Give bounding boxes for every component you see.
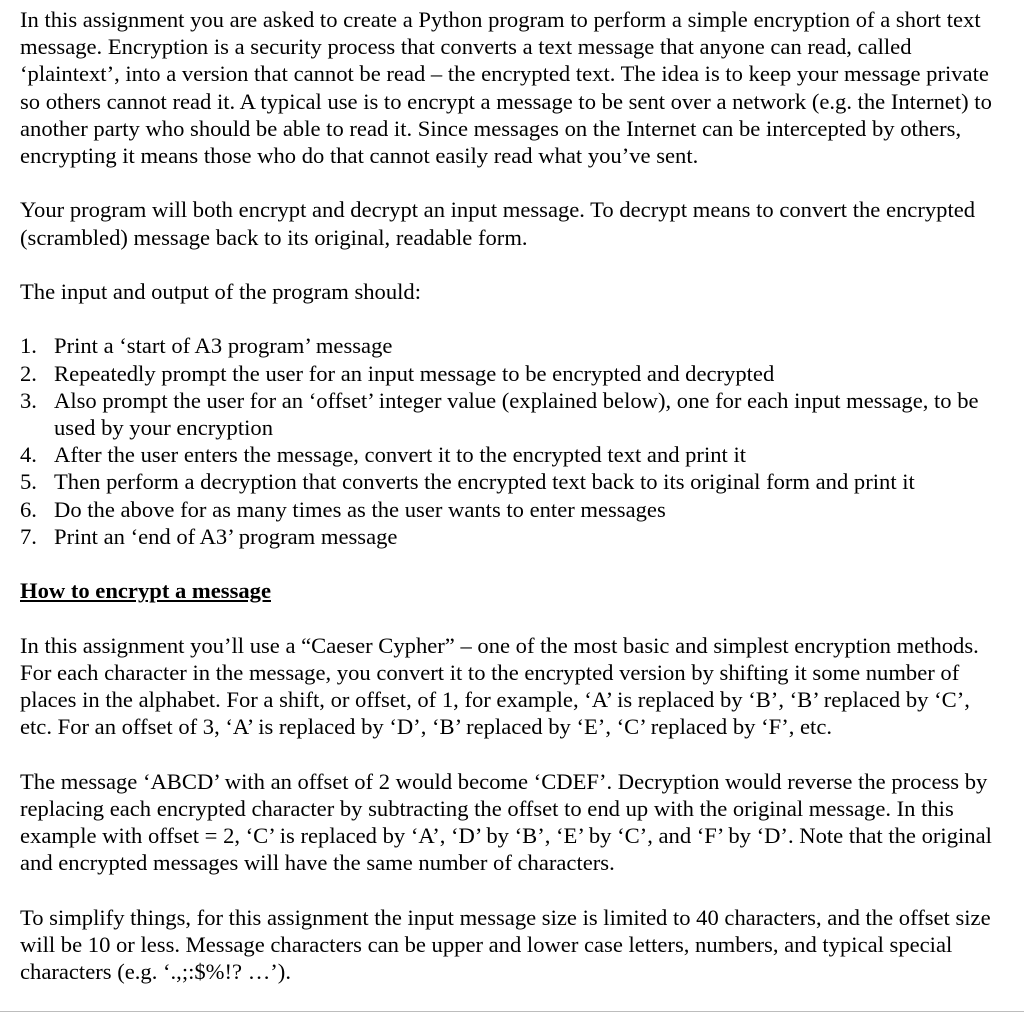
list-item — [20, 468, 1004, 495]
paragraph-gap — [20, 604, 1004, 631]
list-item-number: 1. — [20, 333, 37, 359]
list-item-number: 5. — [20, 469, 37, 495]
paragraph-gap — [20, 251, 1004, 278]
requirements-list — [20, 332, 1004, 550]
paragraph-gap — [20, 876, 1004, 903]
list-item-text: After the user enters the message, convert it to the encrypted text and print it — [54, 442, 747, 468]
list-item-number: 7. — [20, 523, 37, 549]
list-item-text: Do the above for as many times as the user wants to enter messages — [54, 496, 666, 522]
list-item-text: Print a ‘start of A3 program’ message — [54, 333, 393, 359]
list-item-text: Repeatedly prompt the user for an input message to be encrypted and decrypted — [54, 360, 775, 386]
section-heading: How to encrypt a message — [20, 578, 271, 604]
section-paragraph: In this assignment you’ll use a “Caeser Cypher” – one of the most basic and simplest encryption methods. For each character in the message, you convert it to the encrypted version by shifting it some number of places in the alphabet. For a shift, or offset, of 1, for example, ‘A’ is replaced by ‘B’, ‘B’ replaced by ‘C’, etc. For an offset of 3, ‘A’ is replaced by ‘D’, ‘B’ replaced by ‘E’, ‘C’ replaced by ‘F’, etc. — [20, 632, 979, 740]
section-paragraph: To simplify things, for this assignment the input message size is limited to 40 characters, and the offset size will be 10 or less. Message characters can be upper and lower case letters, numbers, and typical special characters (e.g. ‘.,;:$%!? …’). — [20, 904, 991, 984]
list-item — [20, 523, 1004, 550]
list-item-number: 4. — [20, 442, 37, 468]
intro-paragraph: In this assignment you are asked to create a Python program to perform a simple encryption of a short text message. Encryption is a security process that converts a text message that anyone can read, called ‘plaintext’, into a version that cannot be read – the encrypted text. The idea is to keep your message private so others cannot read it. A typical use is to encrypt a message to be sent over a network (e.g. the Internet) to another party who should be able to read it. Since messages on the Internet can be intercepted by others, encrypting it means those who do that cannot easily read what you’ve sent. — [20, 7, 992, 169]
list-item — [20, 387, 1004, 441]
list-item — [20, 360, 1004, 387]
list-item-number: 2. — [20, 360, 37, 386]
io-requirements-intro: The input and output of the program should: — [20, 279, 421, 304]
document-page — [20, 6, 1004, 985]
list-item — [20, 332, 1004, 359]
paragraph-gap — [20, 550, 1004, 577]
page-bottom-divider — [0, 1011, 1024, 1012]
list-item-text: Then perform a decryption that converts the encrypted text back to its original form and print it — [54, 469, 915, 495]
list-item — [20, 496, 1004, 523]
list-item-number: 6. — [20, 496, 37, 522]
paragraph-gap — [20, 169, 1004, 196]
list-item-number: 3. — [20, 387, 37, 413]
list-item-text: Print an ‘end of A3’ program message — [54, 523, 398, 549]
paragraph-gap — [20, 740, 1004, 767]
intro-paragraph: Your program will both encrypt and decrypt an input message. To decrypt means to convert the encrypted (scrambled) message back to its original, readable form. — [20, 197, 976, 250]
list-item — [20, 441, 1004, 468]
section-paragraph: The message ‘ABCD’ with an offset of 2 would become ‘CDEF’. Decryption would reverse the process by replacing each encrypted character by subtracting the offset to end up with the original message. In this example with offset = 2, ‘C’ is replaced by ‘A’, ‘D’ by ‘B’, ‘E’ by ‘C’, and ‘F’ by ‘D’. Note that the original and encrypted messages will have the same number of characters. — [20, 768, 992, 876]
list-item-text: Also prompt the user for an ‘offset’ integer value (explained below), one for each input message, to be used by your encryption — [54, 387, 979, 440]
paragraph-gap — [20, 305, 1004, 332]
